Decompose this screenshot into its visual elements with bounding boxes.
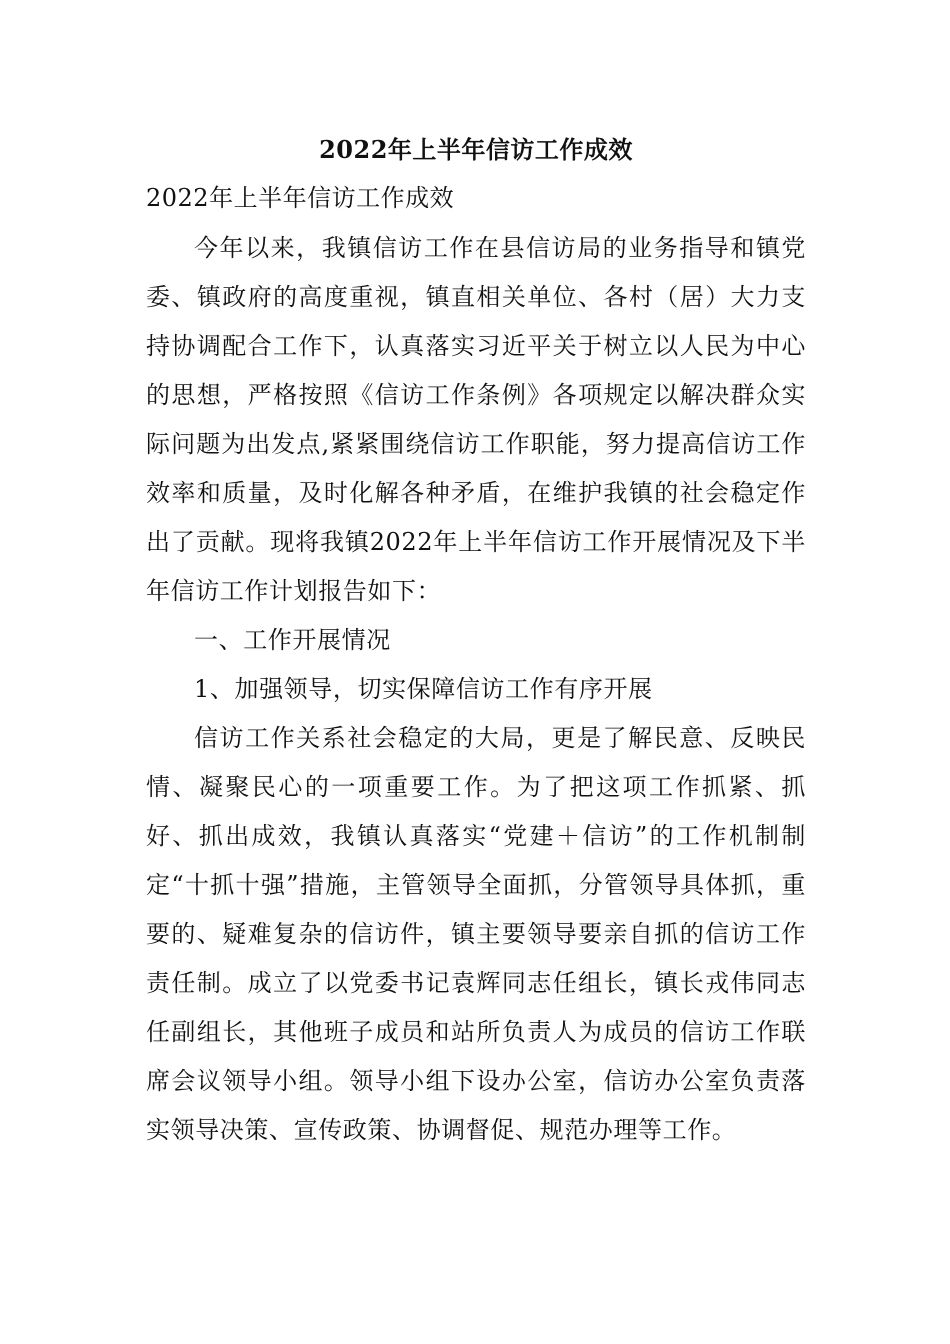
subsection-heading: 1、加强领导，切实保障信访工作有序开展: [194, 675, 653, 703]
section-heading: 一、工作开展情况: [194, 626, 391, 654]
document-page: [146, 128, 806, 1155]
intro-paragraph: 今年以来，我镇信访工作在县信访局的业务指导和镇党委、镇政府的高度重视，镇直相关单位、各村（居）大力支持协调配合工作下，认真落实习近平关于树立以人民为中心的思想，严格按照《信访工作条例》各项规定以解决群众实际问题为出发点,紧紧围绕信访工作职能，努力提高信访工作效率和质量，及时化解各种矛盾，在维护我镇的社会稳定作出了贡献。现将我镇2022年上半年信访工作开展情况及下半年信访工作计划报告如下：: [146, 234, 806, 605]
document-title: 2022年上半年信访工作成效: [319, 135, 633, 164]
body-paragraph: 信访工作关系社会稳定的大局，更是了解民意、反映民情、凝聚民心的一项重要工作。为了把这项工作抓紧、抓好、抓出成效，我镇认真落实“党建＋信访”的工作机制制定“十抓十强”措施，主管领导全面抓，分管领导具体抓，重要的、疑难复杂的信访件，镇主要领导要亲自抓的信访工作责任制。成立了以党委书记袁辉同志任组长，镇长戎伟同志任副组长，其他班子成员和站所负责人为成员的信访工作联席会议领导小组。领导小组下设办公室，信访办公室负责落实领导决策、宣传政策、协调督促、规范办理等工作。: [146, 724, 806, 1144]
document-subtitle: 2022年上半年信访工作成效: [146, 184, 455, 212]
